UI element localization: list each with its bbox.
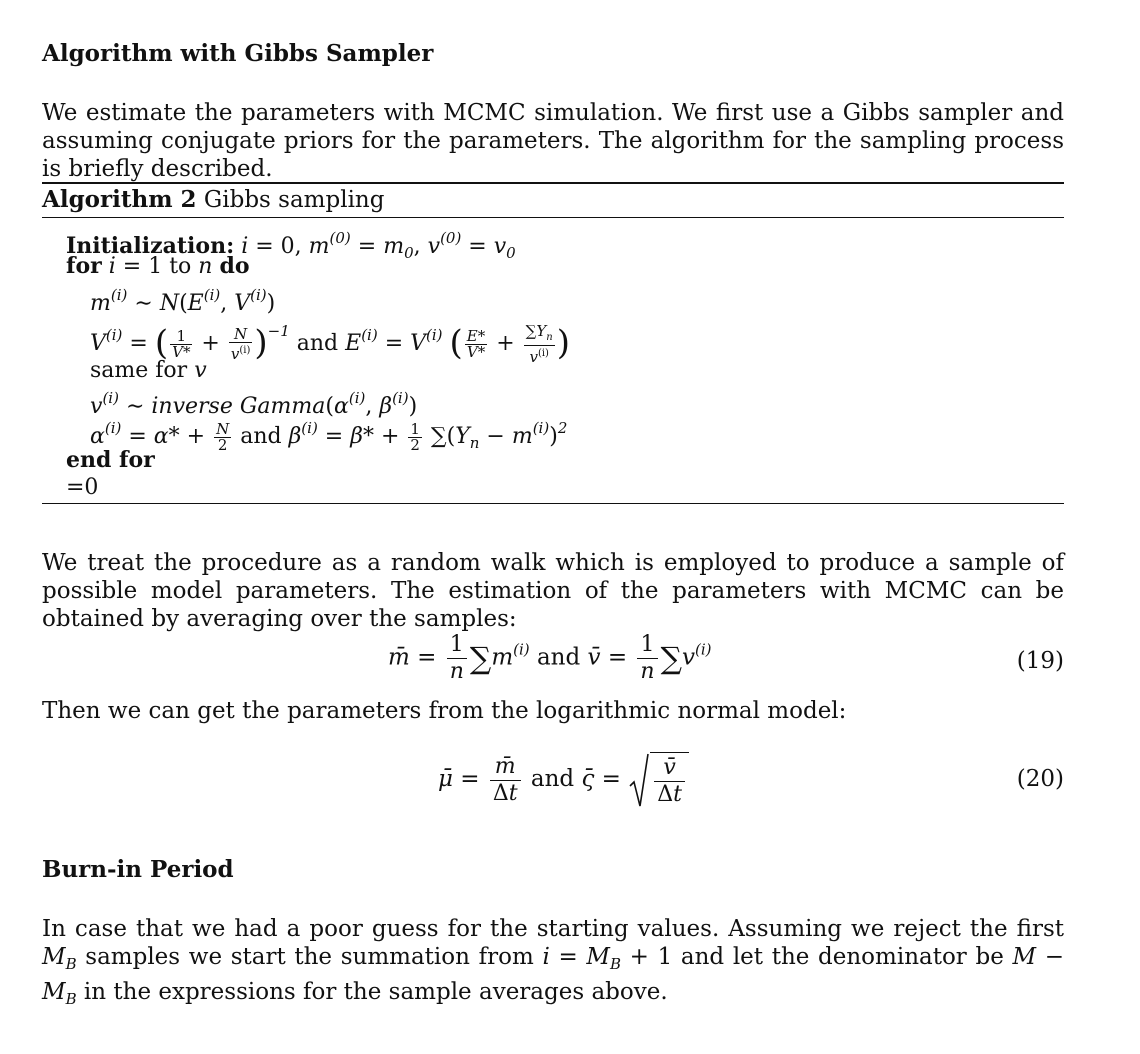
init-keyword: Initialization: bbox=[66, 233, 235, 259]
algorithm-line-end-for bbox=[66, 447, 155, 474]
algorithm-line-final: =0 bbox=[66, 475, 99, 500]
inverse-gamma-text: inverse Gamma bbox=[151, 394, 326, 419]
equation-20: μ̄ = $\frac{m̄}{\Delta t}$ and ς̄ = $\frac{v̄}{\Delta t}$ bbox=[438, 752, 689, 808]
algorithm-bottom-rule bbox=[42, 503, 1064, 504]
algorithm-line-v-update: $V^{(i)}$ = ( $\frac{1}{V*}$ + $\frac{N}{v^{(i)}}$ )$^{-1}$ and $E^{(i)} = V^{(i)}$ ( $\frac{E*}{V*}$ + $\frac{\sum Y_n}{v^{(i)}}$ ) bbox=[90, 321, 571, 366]
burnin-text-1: In case that we had a poor guess for the starting values. Assuming we reject the first bbox=[42, 916, 1064, 942]
burnin-text-4: in the expressions for the sample averages above. bbox=[83, 979, 668, 1005]
algorithm-line-for: for i = 1 to n do bbox=[66, 253, 250, 279]
algorithm-line-m-sample: $m^{(i)}$ ∼ $N(E^{(i)}$, $V^{(i)}$) bbox=[90, 286, 276, 316]
end-for-keyword: end for bbox=[66, 447, 155, 473]
and-word-eq20: and bbox=[530, 766, 575, 792]
algorithm-line-alpha-beta: $\alpha^{(i)} = \alpha*$ + $\frac{N}{2}$ and $\beta^{(i)} = \beta*$ + $\frac{1}{2}$ $\sum(Y_n - m^{(i)})^2$ bbox=[90, 419, 568, 454]
section-title-burnin: Burn-in Period bbox=[42, 856, 234, 883]
algorithm-caption bbox=[42, 186, 384, 213]
algorithm-line-same-for: same for v bbox=[90, 358, 207, 383]
algorithm-line-v-sample: $v^{(i)}$ ∼ inverse $Gamma(\alpha^{(i)}$, $\beta^{(i)}$) bbox=[90, 389, 418, 419]
equation-19-number: (19) bbox=[1016, 648, 1064, 674]
sqrt-symbol: $\frac{v̄}{\Delta t}$ bbox=[628, 752, 689, 808]
lognormal-paragraph: Then we can get the parameters from the logarithmic normal model: bbox=[42, 698, 847, 724]
equation-19: m̄ = $\frac{1}{n}$ $\sum m^{(i)}$ and v̄ = $\frac{1}{n}$ $\sum v^{(i)}$ bbox=[388, 632, 712, 684]
algorithm-caption-text: Gibbs sampling bbox=[203, 187, 385, 213]
and-word-1: and bbox=[296, 331, 339, 356]
for-keyword: for bbox=[66, 253, 102, 279]
and-word-2: and bbox=[240, 424, 282, 449]
equation-20-number: (20) bbox=[1016, 766, 1064, 792]
burnin-text-3: and let the denominator be bbox=[680, 944, 1004, 970]
intro-paragraph: We estimate the parameters with MCMC simulation. We first use a Gibbs sampler and assuming conjugate priors for the parameters. The algorithm for the sampling process is briefly described. bbox=[42, 100, 1064, 182]
same-for-text: same for bbox=[90, 358, 188, 383]
do-keyword: do bbox=[219, 253, 250, 279]
algorithm-label: Algorithm 2 bbox=[42, 186, 197, 213]
section-title-gibbs: Algorithm with Gibbs Sampler bbox=[42, 40, 434, 67]
algorithm-caption-rule bbox=[42, 217, 1064, 218]
burnin-text-2: samples we start the summation from bbox=[85, 944, 534, 970]
random-walk-paragraph: We treat the procedure as a random walk which is employed to produce a sample of possible model parameters. The estimation of the parameters with MCMC can be obtained by averaging over the samples: bbox=[42, 550, 1064, 632]
algorithm-top-rule bbox=[42, 182, 1064, 184]
algorithm-line-init: Initialization: i = 0, $m^{(0)} = m_0$, $v^{(0)} = v_0$ bbox=[66, 229, 516, 262]
to-word: to bbox=[169, 254, 192, 279]
and-word-eq19: and bbox=[536, 644, 581, 671]
burnin-paragraph: In case that we had a poor guess for the starting values. Assuming we reject the first $M_B$ samples we start the summation from $i = M_B + 1$ and let the denominator be $M - M_B$ in the expressions for the sample averages above. bbox=[42, 916, 1064, 1008]
